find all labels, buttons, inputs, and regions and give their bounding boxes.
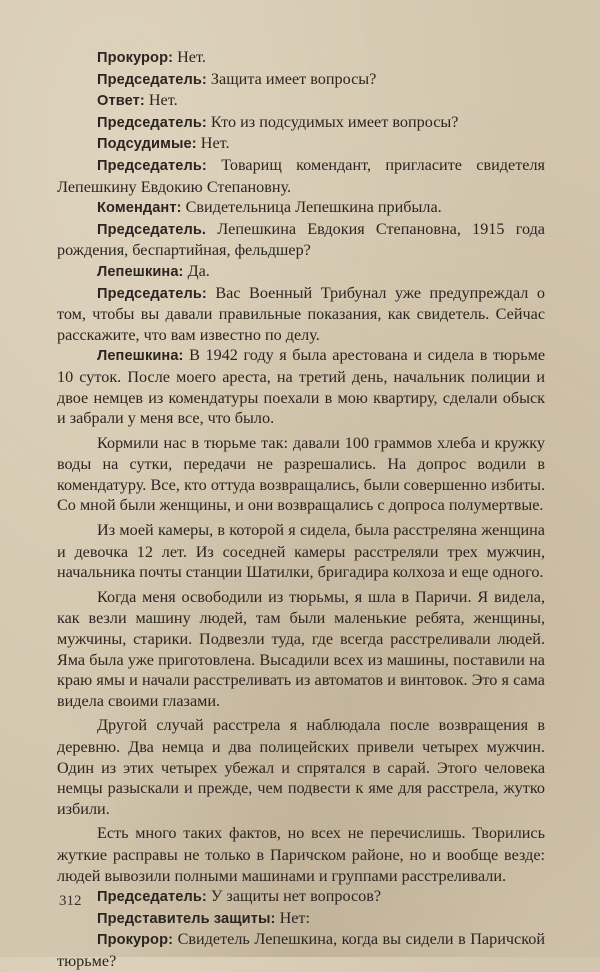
paragraph-text: Лепешкина Евдокия Степановна, 1915 года рождения, беспартийная, фельдшер? xyxy=(57,219,545,260)
paragraph-text: Кто из подсудимых имеет вопросы? xyxy=(206,112,459,131)
paragraph xyxy=(57,886,545,908)
speaker-label: Представитель защиты: xyxy=(97,910,276,927)
speaker-label: Председатель: xyxy=(97,157,207,174)
page-text xyxy=(57,47,545,972)
speaker-label: Председатель. xyxy=(97,221,207,238)
speaker-label: Комендант: xyxy=(97,200,182,217)
speaker-label: Прокурор: xyxy=(97,50,174,66)
paragraph-text: Товарищ комендант, пригласите свидетеля Лепешкину Евдокию Степановну. xyxy=(57,155,545,196)
paragraph xyxy=(57,715,545,819)
paragraph xyxy=(57,112,545,134)
speaker-label: Председатель: xyxy=(97,71,207,88)
paragraph xyxy=(57,908,545,930)
speaker-label: Лепешкина: xyxy=(97,348,184,365)
paragraph-text: Нет. xyxy=(144,91,178,110)
paragraph xyxy=(57,823,545,886)
paragraph-text: Вас Военный Трибунал уже предупреждал о том, чтобы вы давали правильные показания, как свидетель. Сейчас расскажите, что вам известно по делу. xyxy=(57,283,545,344)
paragraph xyxy=(57,587,545,712)
speaker-label: Прокурор: xyxy=(97,932,174,949)
paragraph-text: Нет. xyxy=(173,48,206,66)
paragraph xyxy=(57,929,545,971)
paragraph xyxy=(57,197,545,219)
paragraph-text: Из моей камеры, в которой я сидела, была расстреляна женщина и девочка 12 лет. Из соседней камеры расстреляли трех мужчин, начальника почты станции Шатилки, бригадира колхоза и еще одного. xyxy=(57,521,545,582)
speaker-label: Председатель: xyxy=(97,114,207,131)
paragraph-text: Нет. xyxy=(196,134,230,153)
paragraph xyxy=(57,69,545,91)
paragraph-text: Когда меня освободили из тюрьмы, я шла в Паричи. Я видела, как везли машину людей, там были маленькие ребята, женщины, мужчины, старики. Подвезли туда, где всегда расстреливали людей. Яма была уже приготовлена. Высадили всех из машины, поставили на краю ямы и начали расстреливать из автоматов и винтовок. Это я сама видела своими глазами. xyxy=(57,587,545,710)
speaker-label: Председатель: xyxy=(97,285,207,302)
paragraph-text: Нет: xyxy=(275,908,311,927)
paragraph xyxy=(57,283,545,346)
paragraph xyxy=(57,47,545,69)
paragraph xyxy=(57,345,545,428)
paragraph xyxy=(57,520,545,583)
paragraph-text: Кормили нас в тюрьме так: давали 100 граммов хлеба и кружку воды на сутки, передачи не разрешались. На допрос водили в комендатуру. Все, кто оттуда возвращались, были совершенно избиты. Со мной были женщины, и они возвращались с допроса полумертвые. xyxy=(57,433,545,515)
speaker-label: Председатель: xyxy=(97,889,207,906)
paragraph-text: Свидетель Лепешкина, когда вы сидели в Паричской тюрьме? xyxy=(57,930,545,970)
paragraph xyxy=(57,433,545,516)
speaker-label: Подсудимые: xyxy=(97,136,197,153)
paragraph xyxy=(57,133,545,155)
paragraph-text: У защиты нет вопросов? xyxy=(206,887,382,906)
paragraph-text: Другой случай расстрела я наблюдала после возвращения в деревню. Два немца и два полицейских привели четырех мужчин. Один из этих четырех убежал и спрятался в сарай. Этого человека немцы разыскали и прежде, чем подвести к яме для расстрела, жутко избили. xyxy=(57,716,545,818)
paragraph xyxy=(57,219,545,261)
speaker-label: Ответ: xyxy=(97,93,145,110)
paragraph-text: Защита имеет вопросы? xyxy=(206,69,377,88)
paragraph xyxy=(57,155,545,197)
paragraph-text: В 1942 году я была арестована и сидела в тюрьме 10 суток. После моего ареста, на третий день, начальник полиции и двое немцев из комендатуры поехали в мою квартиру, сделали обыск и забрали у меня все, что было. xyxy=(57,346,545,428)
page-number: 312 xyxy=(59,893,82,909)
paragraph xyxy=(57,90,545,112)
paragraph-text: Свидетельница Лепешкина прибыла. xyxy=(181,198,442,217)
paragraph-text: Есть много таких фактов, но всех не перечислишь. Творились жуткие расправы не только в Паричском районе, но и вообще везде: людей вывозили полными машинами и группами расстреливали. xyxy=(57,824,545,885)
paragraph xyxy=(57,261,545,283)
speaker-label: Лепешкина: xyxy=(97,263,184,280)
paragraph-text: Да. xyxy=(183,261,210,280)
